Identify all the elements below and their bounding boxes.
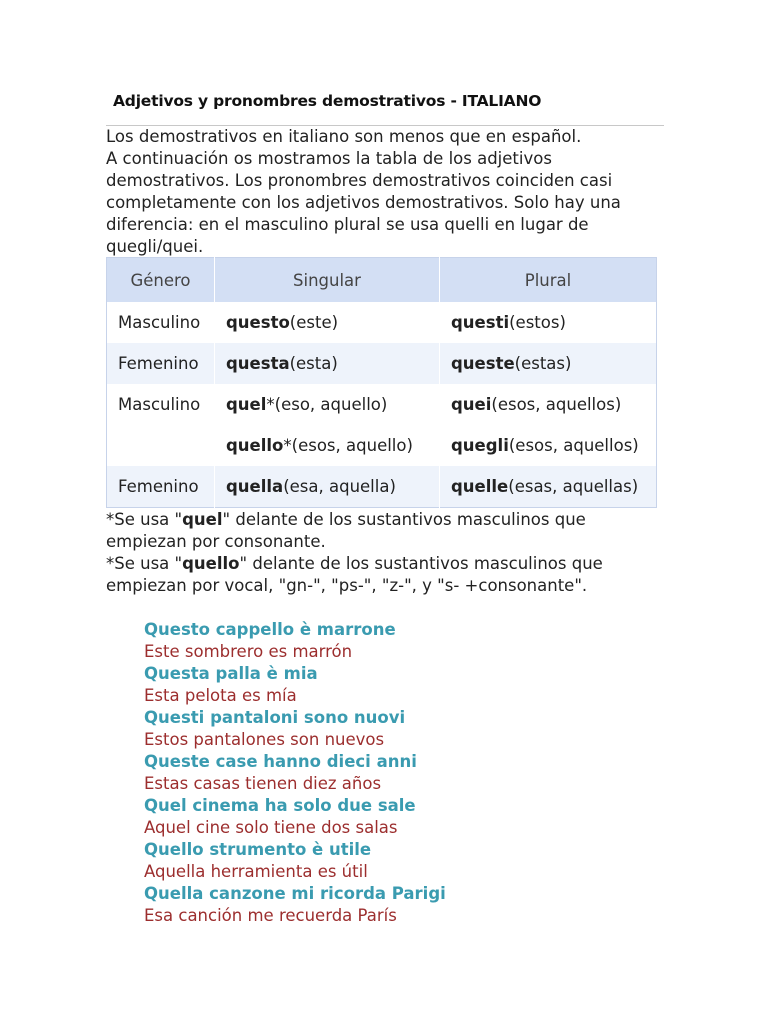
cell-genero [107, 425, 215, 466]
note-keyword: quel [182, 510, 223, 529]
cell-singular [215, 302, 440, 343]
singular-form: quella [226, 477, 284, 496]
table-row [107, 384, 657, 425]
note-text: *Se usa " [106, 510, 183, 529]
example-italian: Queste case hanno dieci anni [144, 752, 417, 771]
cell-plural [440, 343, 657, 384]
note-text: " delante de los sustantivos masculinos que empiezan por consonante. [106, 510, 586, 551]
table-row [107, 466, 657, 508]
example-spanish: Aquel cine solo tiene dos salas [144, 818, 398, 837]
note-text: *Se usa " [106, 554, 183, 573]
singular-form: quello [226, 436, 284, 455]
plural-translation: (esos, aquellos) [491, 395, 622, 414]
singular-translation: (esa, aquella) [283, 477, 396, 496]
example-italian: Questi pantaloni sono nuovi [144, 708, 406, 727]
singular-translation: *(esos, aquello) [283, 436, 413, 455]
cell-singular [215, 384, 440, 425]
cell-genero: Femenino [107, 466, 215, 508]
plural-translation: (esas, aquellas) [508, 477, 639, 496]
example-italian: Quel cinema ha solo due sale [144, 796, 416, 815]
singular-translation: *(eso, aquello) [266, 395, 388, 414]
plural-form: queste [451, 354, 515, 373]
note-quello [106, 553, 666, 597]
example-italian: Quello strumento è utile [144, 840, 372, 859]
cell-genero: Masculino [107, 384, 215, 425]
plural-form: quelle [451, 477, 509, 496]
intro-paragraph-2: A continuación os mostramos la tabla de los adjetivos demostrativos. Los pronombres demostrativos coinciden casi completamente con los adjetivos demostrativos. Solo hay una diferencia: en el masculino plural se usa quelli en lugar de quegli/quei. [106, 149, 621, 256]
cell-plural [440, 466, 657, 508]
example-spanish: Aquella herramienta es útil [144, 862, 368, 881]
page-title: Adjetivos y pronombres demostrativos - ITALIANO [113, 92, 542, 110]
plural-form: quei [451, 395, 492, 414]
singular-form: questa [226, 354, 290, 373]
note-text: " delante de los sustantivos masculinos que empiezan por vocal, "gn-", "ps-", "z-", y "s- +consonante". [106, 554, 603, 595]
cell-plural [440, 425, 657, 466]
example-spanish: Estos pantalones son nuevos [144, 730, 385, 749]
cell-genero: Masculino [107, 302, 215, 343]
intro-text [106, 126, 666, 258]
plural-translation: (esos, aquellos) [508, 436, 639, 455]
cell-singular [215, 343, 440, 384]
singular-translation: (este) [289, 313, 339, 332]
intro-line-1: Los demostrativos en italiano son menos que en español. [106, 127, 582, 146]
cell-singular [215, 466, 440, 508]
cell-genero: Femenino [107, 343, 215, 384]
singular-form: quel [226, 395, 267, 414]
example-spanish: Estas casas tienen diez años [144, 774, 382, 793]
example-sentences [144, 619, 704, 927]
plural-form: questi [451, 313, 510, 332]
example-spanish: Esta pelota es mía [144, 686, 297, 705]
note-quel [106, 509, 666, 553]
demonstratives-table [106, 257, 657, 508]
header-singular: Singular [215, 258, 440, 303]
header-plural: Plural [440, 258, 657, 303]
example-spanish: Esa canción me recuerda París [144, 906, 397, 925]
example-spanish: Este sombrero es marrón [144, 642, 353, 661]
cell-plural [440, 384, 657, 425]
example-italian: Questa palla è mia [144, 664, 318, 683]
singular-form: questo [226, 313, 290, 332]
singular-translation: (esta) [289, 354, 338, 373]
plural-translation: (estos) [509, 313, 566, 332]
cell-plural [440, 302, 657, 343]
example-italian: Questo cappello è marrone [144, 620, 396, 639]
plural-translation: (estas) [514, 354, 572, 373]
table-row [107, 425, 657, 466]
example-italian: Quella canzone mi ricorda Parigi [144, 884, 446, 903]
plural-form: quegli [451, 436, 509, 455]
table-row [107, 343, 657, 384]
note-keyword: quello [182, 554, 240, 573]
table-row [107, 302, 657, 343]
cell-singular [215, 425, 440, 466]
usage-notes [106, 509, 666, 597]
table-header-row [107, 258, 657, 303]
header-genero: Género [107, 258, 215, 303]
